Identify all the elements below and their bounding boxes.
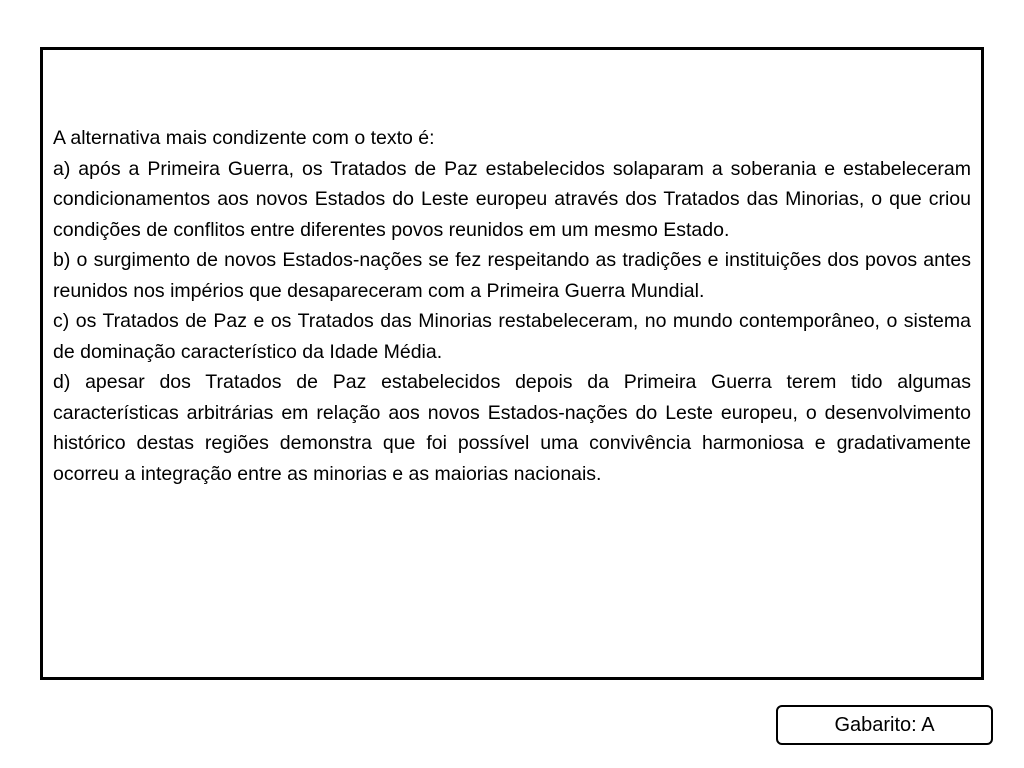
- answer-key-label: Gabarito: A: [834, 713, 935, 736]
- question-text: [53, 123, 971, 489]
- answer-key-box: [776, 705, 993, 745]
- option-b: b) o surgimento de novos Estados-nações se fez respeitando as tradições e instituições dos povos antes reunidos nos impérios que desapareceram com a Primeira Guerra Mundial.: [53, 249, 971, 302]
- option-c: c) os Tratados de Paz e os Tratados das Minorias restabeleceram, no mundo contemporâneo, o sistema de dominação característico da Idade Média.: [53, 310, 971, 363]
- option-a: a) após a Primeira Guerra, os Tratados de Paz estabelecidos solaparam a soberania e estabeleceram condicionamentos aos novos Estados do Leste europeu através dos Tratados das Minorias, o que criou condições de conflitos entre diferentes povos reunidos em um mesmo Estado.: [53, 157, 971, 241]
- option-d: d) apesar dos Tratados de Paz estabelecidos depois da Primeira Guerra terem tido algumas características arbitrárias em relação aos novos Estados-nações do Leste europeu, o desenvolvimento histórico destas regiões demonstra que foi possível uma convivência harmoniosa e gradativamente ocorreu a integração entre as minorias e as maiorias nacionais.: [53, 371, 971, 485]
- question-prompt: A alternativa mais condizente com o texto é:: [53, 127, 435, 149]
- question-box: [40, 47, 984, 680]
